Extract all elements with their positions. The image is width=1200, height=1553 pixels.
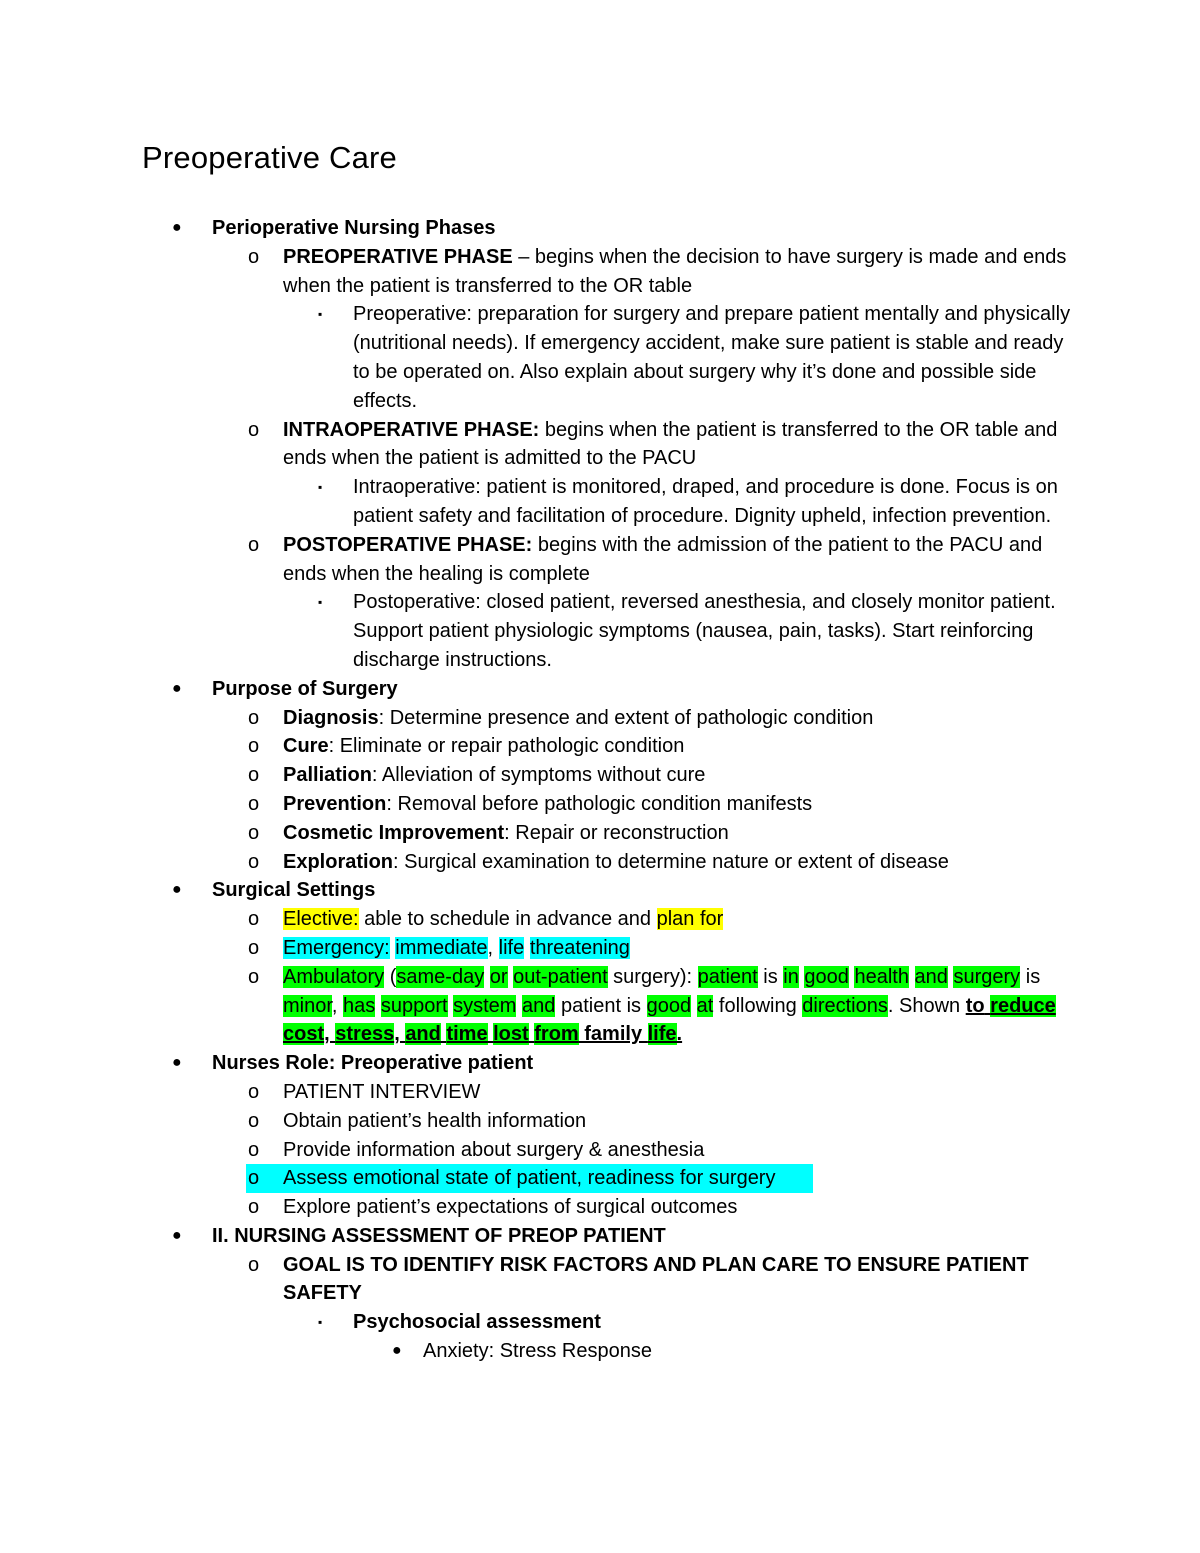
- section-heading: Perioperative Nursing Phases: [212, 217, 496, 239]
- role-text: Assess emotional state of patient, readiness for surgery: [283, 1167, 776, 1190]
- list-item: [0, 1251, 1073, 1309]
- plain-text: is: [1020, 965, 1041, 988]
- circle-marker: o: [248, 418, 260, 441]
- plain-text: is: [757, 965, 784, 988]
- section-heading: Surgical Settings: [212, 879, 376, 902]
- list-item: [0, 1136, 1073, 1165]
- list-item: [0, 732, 1073, 761]
- setting-text: ,: [487, 936, 499, 959]
- highlighted-text: and: [522, 994, 556, 1017]
- setting-text: [524, 937, 530, 959]
- list-item: [0, 876, 1200, 905]
- list-item: [0, 819, 1073, 848]
- role-text: Explore patient’s expectations of surgical outcomes: [283, 1196, 738, 1219]
- highlighted-text: life: [498, 936, 525, 959]
- bullet-marker: ●: [172, 1226, 182, 1244]
- list-item: [0, 531, 1073, 589]
- section-heading: Nurses Role: Preoperative patient: [212, 1052, 534, 1075]
- list-item: [0, 1308, 1073, 1337]
- list-item: [0, 963, 1073, 1049]
- list-item: [0, 790, 1073, 819]
- highlighted-text: reduce: [990, 994, 1056, 1017]
- purpose-label: Exploration: [283, 850, 394, 873]
- circle-marker: o: [248, 908, 260, 931]
- purpose-text: : Surgical examination to determine nature or extent of disease: [393, 850, 949, 873]
- plain-text: ,: [331, 994, 344, 1017]
- list-item: [0, 588, 1073, 674]
- purpose-text: : Determine presence and extent of pathologic condition: [378, 706, 874, 729]
- phase-label: INTRAOPERATIVE PHASE:: [283, 418, 540, 441]
- ambulatory-text: [283, 966, 1040, 1017]
- purpose-text: : Repair or reconstruction: [504, 821, 729, 844]
- section-heading: II. NURSING ASSESSMENT OF PREOP PATIENT: [212, 1224, 666, 1247]
- highlighted-text: stress: [335, 1023, 395, 1046]
- bullet-marker: ●: [392, 1342, 402, 1360]
- highlighted-text: at: [696, 994, 714, 1017]
- highlighted-text: Elective:: [283, 908, 359, 931]
- highlighted-text: and: [914, 965, 948, 988]
- section-heading: Purpose of Surgery: [212, 677, 398, 700]
- list-item: [0, 1107, 1073, 1136]
- list-item: [0, 473, 1073, 531]
- plain-text: following: [713, 994, 803, 1017]
- list-item: [0, 300, 1073, 415]
- plain-text: patient is: [555, 994, 647, 1017]
- plain-text: surgery):: [607, 965, 698, 988]
- highlighted-text: same-day: [396, 965, 485, 988]
- list-item: [0, 848, 1073, 877]
- list-item: [0, 934, 1073, 963]
- role-text: PATIENT INTERVIEW: [283, 1080, 481, 1103]
- highlighted-text: support: [380, 994, 448, 1017]
- highlighted-text: Emergency:: [283, 936, 390, 959]
- highlighted-text: has: [343, 994, 376, 1017]
- circle-marker: o: [248, 1167, 260, 1190]
- purpose-text: : Eliminate or repair pathologic condition: [328, 735, 685, 758]
- circle-marker: o: [248, 706, 260, 729]
- list-item: [0, 704, 1073, 733]
- bullet-marker: ●: [172, 881, 182, 899]
- plain-text: to: [965, 994, 985, 1017]
- circle-marker: o: [248, 965, 260, 988]
- purpose-list: [0, 704, 1200, 877]
- setting-text: able to schedule in advance and: [358, 908, 657, 931]
- phase-text: begins with the admission of the patient to the PACU and ends when the healing is complete: [283, 533, 1043, 585]
- subheading: Psychosocial assessment: [353, 1311, 601, 1334]
- list-item: [0, 416, 1073, 474]
- highlighted-text: good: [804, 965, 849, 988]
- phase-text: begins when the patient is transferred to the OR table and ends when the patient is admitted to the PACU: [283, 418, 1058, 470]
- square-marker: ▪: [318, 307, 323, 322]
- highlighted-text: and: [405, 1023, 441, 1046]
- square-marker: ▪: [318, 595, 323, 610]
- purpose-label: Diagnosis: [283, 706, 379, 729]
- highlighted-text: out-patient: [513, 965, 608, 988]
- highlighted-text: cost: [283, 1023, 325, 1046]
- phase-detail: Intraoperative: patient is monitored, draped, and procedure is done. Focus is on patient safety and facilitation of procedure. Dignity upheld, infection prevention.: [353, 476, 1058, 527]
- goal-text: GOAL IS TO IDENTIFY RISK FACTORS AND PLAN CARE TO ENSURE PATIENT SAFETY: [283, 1253, 1029, 1305]
- highlighted-text: immediate: [395, 936, 488, 959]
- anxiety-text: Anxiety: Stress Response: [423, 1340, 652, 1363]
- role-text: Provide information about surgery & anesthesia: [283, 1138, 705, 1161]
- phase-text: – begins when the decision to have surgery is made and ends when the patient is transferred to the OR table: [283, 245, 1067, 297]
- highlighted-text: system: [453, 994, 517, 1017]
- plain-text: ,: [394, 1023, 406, 1046]
- circle-marker: o: [248, 735, 260, 758]
- circle-marker: o: [248, 533, 260, 556]
- list-item: [246, 1164, 813, 1193]
- highlighted-text: threatening: [529, 936, 630, 959]
- document-body: [0, 214, 1200, 1366]
- nurses-role-list: [0, 1078, 1200, 1222]
- highlighted-text: directions: [802, 994, 888, 1017]
- highlighted-text: minor: [283, 994, 332, 1017]
- plain-text: [375, 995, 381, 1017]
- highlighted-text: patient: [697, 965, 758, 988]
- phase-detail: Preoperative: preparation for surgery and prepare patient mentally and physically (nutritional needs). If emergency accident, make sure patient is stable and ready to be operated on. Also explain about surgery why it’s done and possible side effects.: [353, 303, 1071, 412]
- highlighted-text: or: [489, 965, 508, 988]
- highlighted-text: time: [446, 1023, 488, 1046]
- list-item: [0, 1222, 1200, 1251]
- circle-marker: o: [248, 245, 260, 268]
- phase-label: POSTOPERATIVE PHASE:: [283, 533, 533, 556]
- plain-text: (: [384, 965, 397, 988]
- purpose-text: : Alleviation of symptoms without cure: [371, 764, 706, 787]
- circle-marker: o: [248, 792, 260, 815]
- square-marker: ▪: [318, 1315, 323, 1330]
- purpose-label: Cosmetic Improvement: [283, 821, 505, 844]
- purpose-label: Palliation: [283, 764, 372, 787]
- circle-marker: o: [248, 850, 260, 873]
- list-item: [0, 1078, 1073, 1107]
- plain-text: .: [676, 1023, 683, 1046]
- phase-detail: Postoperative: closed patient, reversed anesthesia, and closely monitor patient. Support patient physiologic symptoms (nausea, pain, tasks). Start reinforcing discharge instructions.: [353, 591, 1056, 671]
- plain-text: ,: [324, 1023, 336, 1046]
- circle-marker: o: [248, 821, 260, 844]
- purpose-text: : Removal before pathologic condition manifests: [386, 792, 813, 815]
- list-item: [0, 675, 1200, 704]
- bullet-marker: ●: [172, 219, 182, 236]
- page-title: Preoperative Care: [142, 140, 397, 175]
- list-item: [0, 761, 1073, 790]
- circle-marker: o: [248, 1080, 260, 1103]
- circle-marker: o: [248, 936, 260, 959]
- highlighted-text: from: [534, 1023, 579, 1046]
- plain-text: [691, 995, 697, 1017]
- list-item: [0, 905, 1073, 934]
- highlighted-text: lost: [493, 1023, 529, 1046]
- plain-text: . Shown: [887, 994, 966, 1017]
- purpose-label: Prevention: [283, 792, 387, 815]
- highlighted-text: in: [783, 965, 799, 988]
- square-marker: ▪: [318, 480, 323, 495]
- list-item: [0, 1337, 1200, 1366]
- highlighted-text: plan for: [656, 908, 724, 931]
- plain-text: [484, 966, 490, 988]
- phase-label: PREOPERATIVE PHASE: [283, 245, 513, 268]
- highlighted-text: health: [854, 965, 909, 988]
- highlighted-text: surgery: [953, 965, 1021, 988]
- circle-marker: o: [248, 1196, 260, 1219]
- plain-text: [909, 966, 915, 988]
- list-item: [0, 1193, 1073, 1222]
- bullet-marker: ●: [172, 679, 182, 697]
- circle-marker: o: [248, 1138, 260, 1161]
- plain-text: family: [578, 1023, 648, 1046]
- list-item: [0, 1049, 1200, 1078]
- purpose-label: Cure: [283, 735, 329, 758]
- list-item: [0, 243, 1073, 301]
- role-text: Obtain patient’s health information: [283, 1109, 587, 1132]
- bullet-marker: ●: [172, 1054, 182, 1072]
- circle-marker: o: [248, 764, 260, 787]
- list-item: [0, 214, 1200, 243]
- circle-marker: o: [248, 1253, 260, 1276]
- highlighted-text: Ambulatory: [283, 965, 385, 988]
- highlighted-text: good: [646, 994, 692, 1017]
- circle-marker: o: [248, 1109, 260, 1132]
- highlighted-text: life: [647, 1023, 677, 1046]
